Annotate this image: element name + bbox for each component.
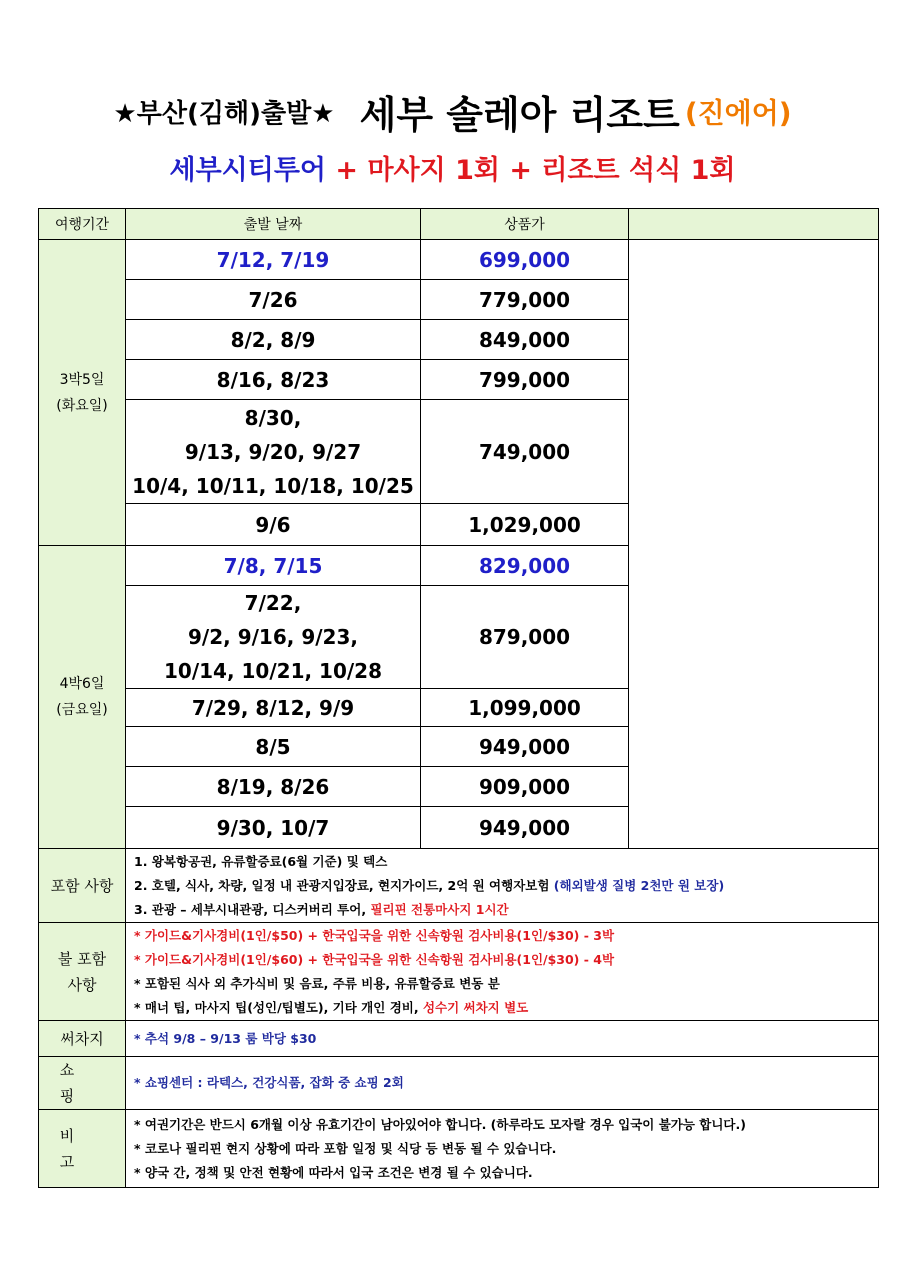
date-cell: 9/6 — [126, 504, 421, 546]
date-cell: 8/2, 8/9 — [126, 320, 421, 360]
shopping-line: * 쇼핑센터 : 라텍스, 건강식품, 잡화 중 쇼핑 2회 — [134, 1075, 404, 1090]
price-cell: 779,000 — [421, 280, 629, 320]
excludes-line — [134, 996, 878, 1020]
price-cell: 829,000 — [421, 546, 629, 586]
page-title — [0, 84, 905, 140]
period-nights: 4박6일 — [59, 676, 105, 692]
subtitle-plus: + — [326, 155, 368, 186]
date-cell: 8/16, 8/23 — [126, 360, 421, 400]
period-cell-4n6d — [39, 546, 126, 849]
notes-label-text: 비고 — [59, 1126, 105, 1171]
shopping-label-text: 쇼핑 — [59, 1061, 105, 1105]
notes-line: * 여권기간은 반드시 6개월 이상 유효기간이 남아있어야 합니다. (하루라도 모자랄 경우 입국이 불가능 합니다.) — [134, 1116, 746, 1132]
price-cell: 749,000 — [421, 400, 629, 504]
includes-highlight: 필리핀 전통마사지 1시간 — [370, 901, 509, 917]
includes-row — [39, 849, 879, 923]
excludes-text: * 매너 팁, 마사지 팁(성인/팁별도), 기타 개인 경비, — [134, 999, 423, 1015]
price-cell: 909,000 — [421, 767, 629, 807]
header-price: 상품가 — [421, 209, 629, 240]
notes-line: * 코로나 필리핀 현지 상황에 따라 포함 일정 및 식당 등 변동 될 수 있습니다. — [134, 1140, 557, 1156]
shopping-row — [39, 1057, 879, 1110]
shopping-content — [126, 1057, 879, 1110]
blank-cell — [629, 240, 879, 849]
price-cell: 1,099,000 — [421, 689, 629, 727]
date-cell: 7/8, 7/15 — [126, 546, 421, 586]
notes-row — [39, 1110, 879, 1188]
header-empty — [629, 209, 879, 240]
includes-line — [134, 874, 878, 898]
includes-label: 포함 사항 — [39, 849, 126, 923]
period-weekday: (금요일) — [56, 702, 108, 718]
excludes-label-line: 사항 — [67, 975, 97, 994]
price-cell: 849,000 — [421, 320, 629, 360]
title-airline: (진에어) — [684, 96, 792, 130]
includes-content — [126, 849, 879, 923]
excludes-row — [39, 923, 879, 1021]
excludes-content — [126, 923, 879, 1021]
price-table — [38, 208, 879, 1188]
excludes-label — [39, 923, 126, 1021]
includes-highlight: (해외발생 질병 2천만 원 보장) — [553, 877, 725, 893]
date-cell — [126, 400, 421, 504]
date-cell — [126, 586, 421, 689]
date-line: 10/14, 10/21, 10/28 — [163, 659, 383, 683]
surcharge-row — [39, 1021, 879, 1057]
includes-line: 1. 왕복항공권, 유류할증료(6월 기준) 및 텍스 — [134, 853, 388, 869]
price-cell: 949,000 — [421, 807, 629, 849]
date-line: 8/30, — [244, 405, 302, 430]
notes-label — [39, 1110, 126, 1188]
surcharge-content — [126, 1021, 879, 1057]
date-cell: 7/12, 7/19 — [126, 240, 421, 280]
includes-text: 2. 호텔, 식사, 차량, 일정 내 관광지입장료, 현지가이드, 2억 원 여행자보험 — [134, 877, 554, 893]
notes-line: * 양국 간, 정책 및 안전 현황에 따라서 입국 조건은 변경 될 수 있습니다. — [134, 1164, 533, 1180]
date-cell: 9/30, 10/7 — [126, 807, 421, 849]
excludes-highlight: 성수기 써차지 별도 — [422, 999, 529, 1015]
header-row — [39, 209, 879, 240]
excludes-line: * 가이드&기사경비(1인/$60) + 한국입국을 위한 신속항원 검사비용(1인/$30) - 4박 — [134, 951, 615, 967]
price-cell: 949,000 — [421, 727, 629, 767]
date-cell: 7/29, 8/12, 9/9 — [126, 689, 421, 727]
includes-line — [134, 898, 878, 922]
price-cell: 1,029,000 — [421, 504, 629, 546]
shopping-label — [39, 1057, 126, 1110]
date-cell: 8/19, 8/26 — [126, 767, 421, 807]
date-line: 9/13, 9/20, 9/27 — [184, 439, 362, 464]
price-cell: 699,000 — [421, 240, 629, 280]
price-cell: 879,000 — [421, 586, 629, 689]
period-cell-3n5d — [39, 240, 126, 546]
subtitle-dinner: 리조트 석식 1회 — [541, 155, 736, 186]
subtitle-massage: 마사지 1회 — [367, 155, 500, 186]
date-line: 7/22, — [244, 591, 302, 615]
excludes-line: * 가이드&기사경비(1인/$50) + 한국입국을 위한 신속항원 검사비용(1인/$30) - 3박 — [134, 927, 615, 943]
period-weekday: (화요일) — [56, 397, 108, 414]
date-cell: 8/5 — [126, 727, 421, 767]
excludes-line: * 포함된 식사 외 추가식비 및 음료, 주류 비용, 유류할증료 변동 분 — [134, 975, 500, 991]
period-nights: 3박5일 — [59, 371, 105, 388]
subtitle-plus: + — [499, 155, 542, 186]
surcharge-line: * 추석 9/8 – 9/13 룸 박당 $30 — [134, 1030, 317, 1046]
date-line: 9/2, 9/16, 9/23, — [188, 625, 358, 649]
title-main: 세부 솔레아 리조트 — [359, 93, 680, 137]
header-period: 여행기간 — [39, 209, 126, 240]
price-cell: 799,000 — [421, 360, 629, 400]
page-subtitle — [0, 148, 905, 192]
surcharge-label: 써차지 — [39, 1021, 126, 1057]
excludes-label-line: 불 포함 — [57, 949, 107, 968]
date-line: 10/4, 10/11, 10/18, 10/25 — [132, 473, 414, 498]
title-prefix: ★부산(김해)출발★ — [113, 99, 335, 129]
date-cell: 7/26 — [126, 280, 421, 320]
header-date: 출발 날짜 — [126, 209, 421, 240]
includes-text: 3. 관광 – 세부시내관광, 디스커버리 투어, — [134, 901, 371, 917]
subtitle-city-tour: 세부시티투어 — [169, 155, 326, 186]
table-row — [39, 240, 879, 280]
notes-content — [126, 1110, 879, 1188]
